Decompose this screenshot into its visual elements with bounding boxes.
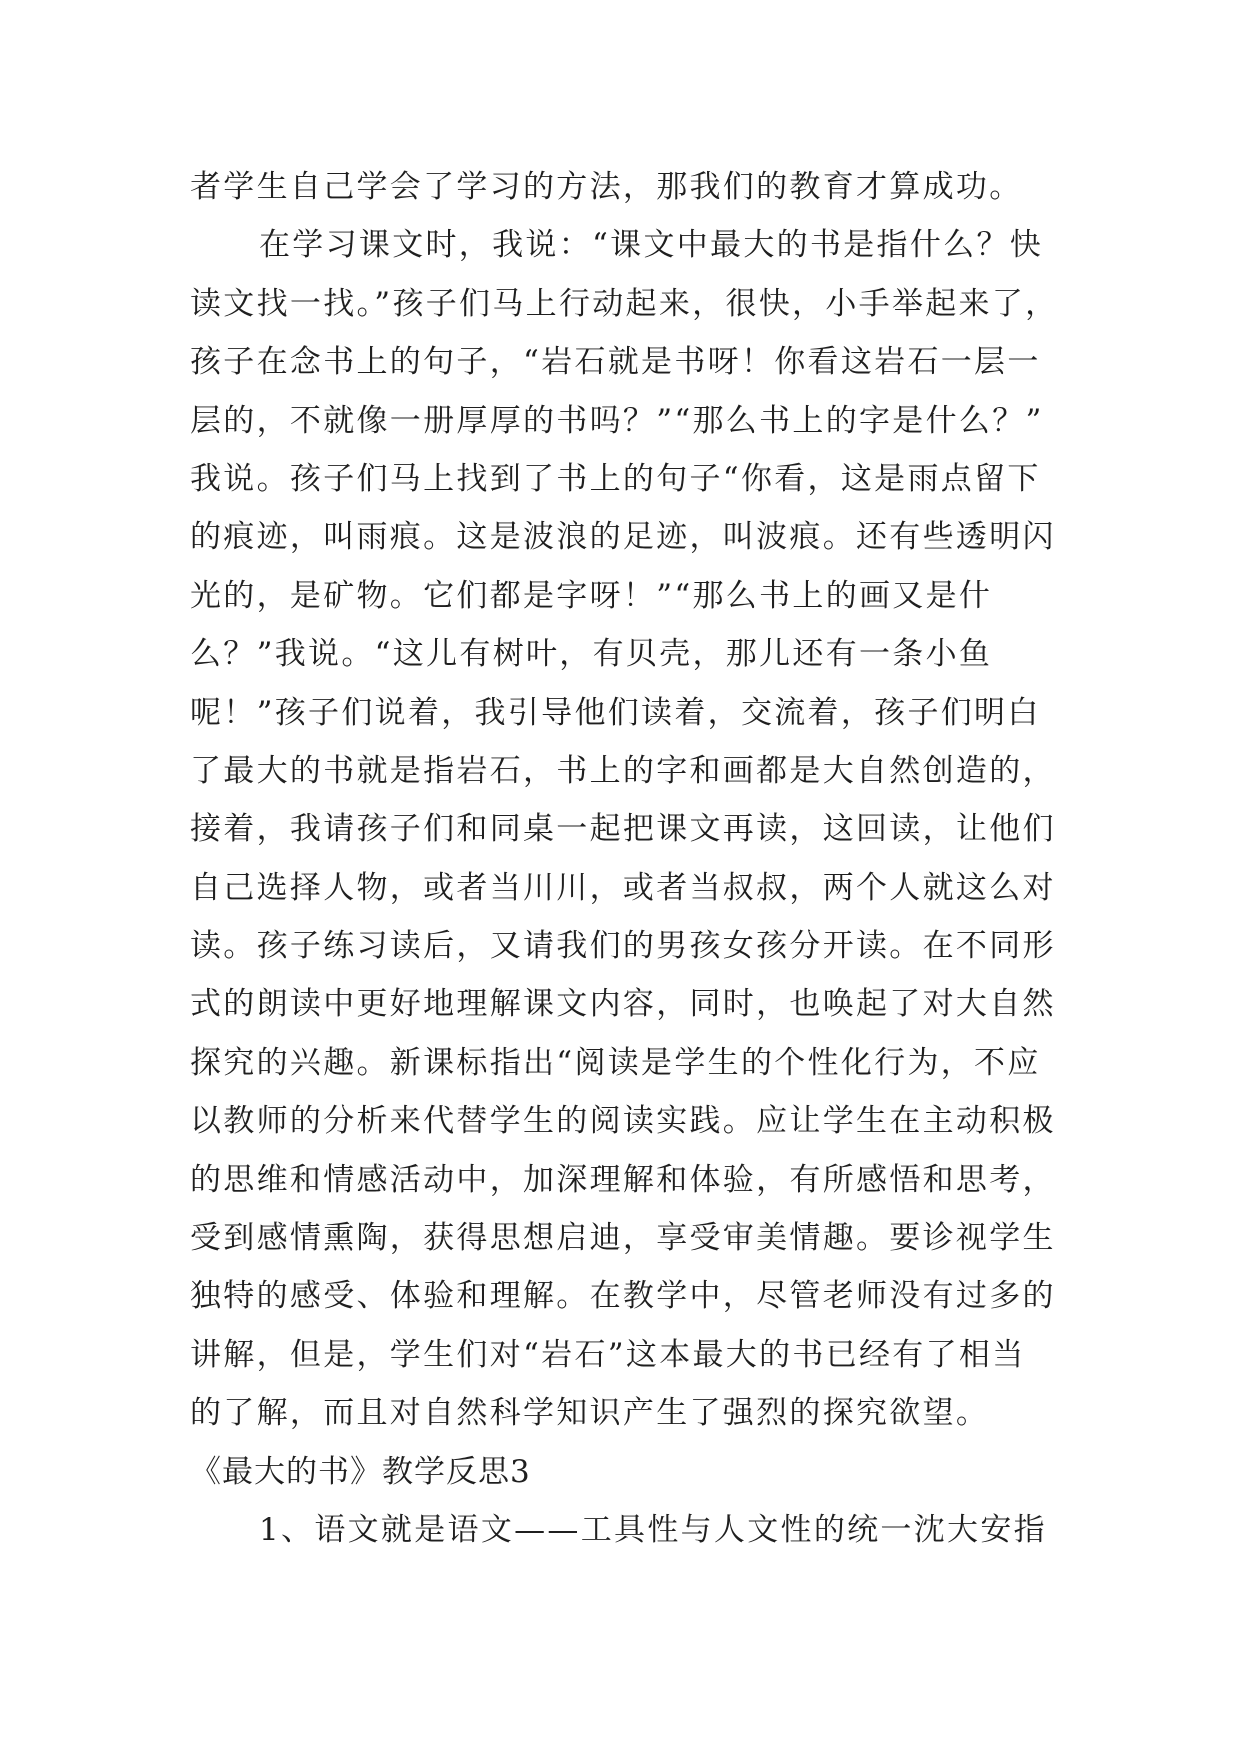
text-line: 以教师的分析来代替学生的阅读实践。应让学生在主动积极 <box>190 1103 1056 1140</box>
text-line: 光的，是矿物。它们都是字呀！”“那么书上的画又是什 <box>190 577 993 614</box>
text-line: 了最大的书就是指岩石，书上的字和画都是大自然创造的， <box>190 752 1056 789</box>
text-line: 者学生自己学会了学习的方法，那我们的教育才算成功。 <box>190 169 1023 205</box>
text-line: 读文找一找。”孩子们马上行动起来，很快，小手举起来了， <box>190 285 1059 322</box>
paragraph-first-line: 在学习课文时，我说：“课文中最大的书是指什么？快 <box>259 227 1044 264</box>
text-line: 么？”我说。“这儿有树叶，有贝壳，那儿还有一条小鱼 <box>190 636 993 673</box>
text-line: 的了解，而且对自然科学知识产生了强烈的探究欲望。 <box>190 1395 990 1432</box>
text-line: 接着，我请孩子们和同桌一起把课文再读，这回读，让他们 <box>190 811 1056 848</box>
text-line: 自己选择人物，或者当川川，或者当叔叔，两个人就这么对 <box>190 869 1056 906</box>
paragraph-first-line: 1、语文就是语文——工具性与人文性的统一沈大安指 <box>259 1511 1047 1548</box>
text-line: 受到感情熏陶，获得思想启迪，享受审美情趣。要诊视学生 <box>190 1220 1056 1257</box>
text-line: 呢！”孩子们说着，我引导他们读着，交流着，孩子们明白 <box>190 694 1041 731</box>
text-line: 独特的感受、体验和理解。在教学中，尽管老师没有过多的 <box>190 1278 1056 1315</box>
text-line: 探究的兴趣。新课标指出“阅读是学生的个性化行为，不应 <box>190 1044 1041 1081</box>
text-line: 讲解，但是，学生们对“岩石”这本最大的书已经有了相当 <box>190 1336 1026 1373</box>
text-line: 的痕迹，叫雨痕。这是波浪的足迹，叫波痕。还有些透明闪 <box>190 519 1056 556</box>
text-line: 式的朗读中更好地理解课文内容，同时，也唤起了对大自然 <box>190 986 1056 1023</box>
text-line: 的思维和情感活动中，加深理解和体验，有所感悟和思考， <box>190 1161 1056 1198</box>
text-line: 孩子在念书上的句子，“岩石就是书呀！你看这岩石一层一 <box>190 344 1041 381</box>
text-line: 我说。孩子们马上找到了书上的句子“你看，这是雨点留下 <box>190 460 1041 497</box>
text-line: 层的，不就像一册厚厚的书吗？”“那么书上的字是什么？” <box>190 402 1044 439</box>
document-body <box>190 158 1059 1559</box>
section-heading: 《最大的书》教学反思3 <box>190 1453 531 1490</box>
text-line: 读。孩子练习读后，又请我们的男孩女孩分开读。在不同形 <box>190 928 1056 965</box>
